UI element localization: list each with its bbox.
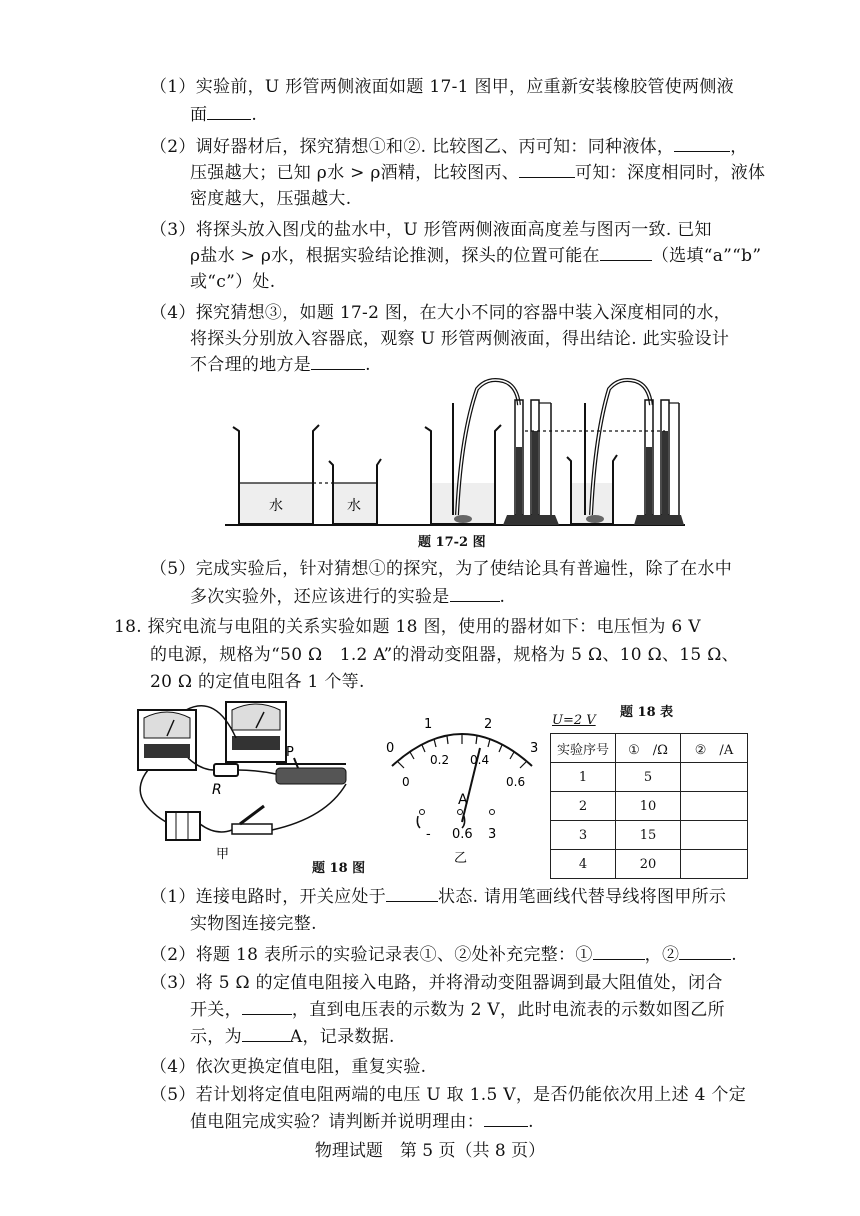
top-scale-1: 1 [424,717,433,732]
header-current: ② /A [681,734,748,763]
table-cell [681,850,748,879]
table-18-condition: U=2 V [552,713,596,728]
q18-part5-line1: （5）若计划将定值电阻两端的电压 U 取 1.5 V，是否仍能依次用上述 4 个定 [150,1085,746,1105]
figure-17-2 [225,375,685,545]
record-table [550,733,748,879]
table-cell: 2 [551,792,616,821]
circuit-figure-jia [126,698,366,868]
table-row [551,792,748,821]
q17-part3-line3: 或“c”）处. [190,272,276,292]
table-cell [681,821,748,850]
q18-intro-line3: 20 Ω 的定值电阻各 1 个等. [150,672,365,692]
page-footer: 物理试题 第 5 页（共 8 页） [314,1141,546,1161]
resistor-label-R: R [212,782,222,798]
q18-part3-line3: 示，为 A，记录数据. [190,1027,395,1047]
top-scale-0: 0 [386,741,395,756]
bottom-scale-02: 0.2 [430,753,450,767]
terminal-06: 0.6 [452,827,473,842]
q17-part5-line2: 多次实验外，还应该进行的实验是 . [190,587,506,607]
table-cell: 1 [551,763,616,792]
table-cell: 20 [616,850,681,879]
figure-18-caption: 题 18 图 [312,861,366,876]
ammeter-dial-yi [372,712,552,872]
q18-part3-line1: （3）将 5 Ω 的定值电阻接入电路，并将滑动变阻器调到最大阻值处，闭合 [150,973,723,993]
bottom-scale-0: 0 [402,775,410,789]
table-header-row [551,734,748,763]
q17-part5-line1: （5）完成实验后，针对猜想①的探究，为了使结论具有普遍性，除了在水中 [150,559,733,579]
table-row [551,821,748,850]
water-label-1: 水 [269,498,283,514]
unit-label-A: A [458,792,468,808]
table-cell: 15 [616,821,681,850]
slider-label-P: P [286,745,294,760]
q18-intro-line1: 18. 探究电流与电阻的关系实验如题 18 图，使用的器材如下：电压恒为 6 V [114,617,701,637]
table-cell: 10 [616,792,681,821]
q17-part3-line2: ρ盐水 > ρ水，根据实验结论推测，探头的位置可能在 （选填“a”“b” [190,246,762,266]
q17-part4-line2: 将探头分别放入容器底，观察 U 形管两侧液面，得出结论. 此实验设计 [190,329,730,349]
table-cell: 3 [551,821,616,850]
table-row [551,850,748,879]
q17-part4-line3: 不合理的地方是 . [190,355,371,375]
table-cell [681,763,748,792]
q17-part2-line2: 压强越大；已知 ρ水 > ρ酒精，比较图丙、 可知：深度相同时，液体 [190,163,766,183]
q17-part1-line2: 面 . [190,105,258,125]
table-cell [681,792,748,821]
q18-part5-line2: 值电阻完成实验？请判断并说明理由： . [190,1112,534,1132]
terminal-3: 3 [488,827,497,842]
bottom-scale-06: 0.6 [506,775,526,789]
q17-part3-line1: （3）将探头放入图戊的盐水中，U 形管两侧液面高度差与图丙一致. 已知 [150,220,712,240]
header-index: 实验序号 [551,734,616,763]
water-label-2: 水 [347,498,361,514]
figure-label-jia: 甲 [216,847,230,862]
top-scale-3: 3 [530,741,539,756]
q17-part1-line1: （1）实验前，U 形管两侧液面如题 17-1 图甲，应重新安装橡胶管使两侧液 [150,77,734,97]
terminal-neg: - [426,827,431,842]
q18-part1-line2: 实物图连接完整. [190,914,317,934]
figure-label-yi: 乙 [454,851,468,866]
table-row [551,763,748,792]
q18-part3-line2: 开关， ，直到电压表的示数为 2 V，此时电流表的示数如图乙所 [190,1000,725,1020]
q18-part2: （2）将题 18 表所示的实验记录表①、②处补充完整：① ，② . [150,945,737,965]
figure-17-2-caption: 题 17-2 图 [418,535,486,550]
q18-part4: （4）依次更换定值电阻，重复实验. [150,1057,427,1077]
table-18-title: 题 18 表 [620,705,674,720]
top-scale-2: 2 [484,717,493,732]
q17-part2-line3: 密度越大，压强越大. [190,189,352,209]
q17-part4-line1: （4）探究猜想③，如题 17-2 图，在大小不同的容器中装入深度相同的水， [150,303,731,323]
table-cell: 4 [551,850,616,879]
q17-part2-line1: （2）调好器材后，探究猜想①和②. 比较图乙、丙可知：同种液体， ， [150,137,748,157]
header-resistance: ① /Ω [616,734,681,763]
q18-intro-line2: 的电源，规格为“50 Ω 1.2 A”的滑动变阻器，规格为 5 Ω、10 Ω、15 Ω、 [150,645,739,665]
table-cell: 5 [616,763,681,792]
bottom-scale-04: 0.4 [470,753,490,767]
q18-part1-line1: （1）连接电路时，开关应处于 状态. 请用笔画线代替导线将图甲所示 [150,887,727,907]
